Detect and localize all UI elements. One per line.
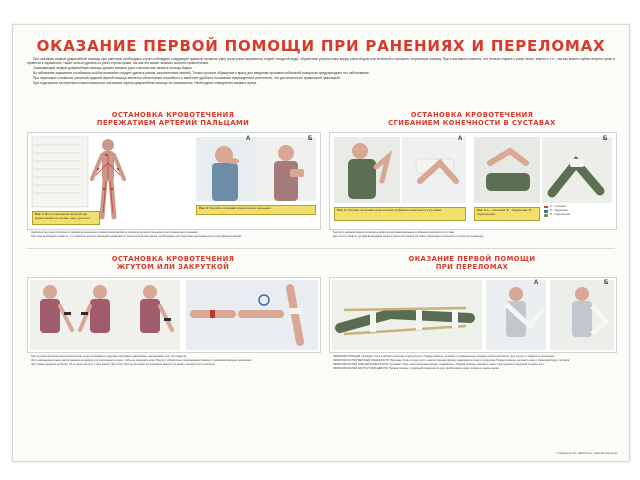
fractures-illustration — [330, 278, 616, 352]
text-paragraph: ПЕРЕЛОМ КОСТЕЙ НИЖНЕЙ КОНЕЧНОСТИ. Признаки: боль, неестественная форма, подвижность. Первая помощь: наложить шины с внутренней и наружной стороны ноги. — [333, 362, 545, 366]
figure-caption — [334, 207, 466, 221]
text-paragraph: Жгут накладывают выше места ранения на одежду или подложенную ткань, чтобы не повредить кожу. Под жгут обязательно подкладывают записку с указанием времени наложения. — [31, 358, 252, 362]
section-title-line1: ОСТАНОВКА КРОВОТЕЧЕНИЯ — [111, 255, 235, 263]
publisher-footer: © Издательство «ВИКТА-2», Нижний Новгород — [556, 451, 617, 455]
fractures-figure-panel — [329, 277, 617, 353]
section-title-line2: ПРИ ПЕРЕЛОМАХ — [435, 263, 509, 271]
intro-text — [27, 57, 615, 86]
text-paragraph: При сильном артериальном кровотечении, когда остановка его другими способами невозможна, накладывают жгут или закрутку. — [31, 355, 187, 358]
flexion-text — [329, 231, 615, 239]
label-b: Б — [308, 136, 313, 142]
artery-legend — [544, 205, 570, 218]
label-b: Б — [604, 280, 609, 286]
legend-item: Б – бедренная — [544, 209, 570, 213]
figure-number: Рис. 1 — [35, 212, 44, 216]
figure-caption — [196, 205, 316, 215]
figure-number: Рис. 2 — [199, 206, 208, 210]
intro-paragraph: При переломах и вывихах основной задачей первой помощи является обеспечение спокойного и наиболее удобного положения поврежденной конечности, что достигается ее правильной фиксацией. — [33, 75, 341, 80]
label-a: А — [458, 136, 463, 142]
section-title-tourniquet — [27, 255, 319, 271]
fractures-text — [329, 355, 615, 371]
caption-text: Места пережатия артерий при кровотечении из головы, шеи, рук и ног — [35, 212, 90, 220]
flexion-figure-panel — [329, 132, 617, 230]
text-paragraph: ПЕРЕЛОМ КЛЮЧИЦЫ. Признаки: боль в области ключицы и припухлость. Первая помощь: положить в подмышечную впадину небольшой валик, руку согнуть и подвесить на косынке. — [333, 355, 555, 358]
tourniquet-figure-panel — [27, 277, 321, 353]
section-title-line1: ОСТАНОВКА КРОВОТЕЧЕНИЯ — [410, 111, 534, 119]
text-paragraph: ПЕРЕЛОМ КОСТЕЙ ВЕРХНЕЙ КОНЕЧНОСТИ. Признаки: боль по ходу кости, неестественная форма, подвижность в месте перелома. Первая помощь: наложить шину с фиксацией двух суставов. — [333, 358, 570, 362]
poster-title: ОКАЗАНИЕ ПЕРВОЙ ПОМОЩИ ПРИ РАНЕНИЯХ И ПЕРЕЛОМАХ — [36, 37, 606, 55]
arteries-text — [27, 231, 319, 239]
section-title-line2: ЖГУТОМ ИЛИ ЗАКРУТКОЙ — [116, 263, 230, 271]
section-title-line2: ПЕРЕЖАТИЕМ АРТЕРИЙ ПАЛЬЦАМИ — [96, 119, 250, 127]
legend-item: В – подколенная — [544, 213, 570, 217]
text-paragraph: Наиболее быстрым способом остановки артериального кровотечения является прижатие артерии пальцами к кости выше места ранения. — [31, 231, 199, 234]
figure-number: Рис. 2 — [337, 208, 346, 212]
horizontal-divider — [27, 248, 615, 249]
text-paragraph: При этом необходимо помнить, что прижатие артерии пальцами применяется только на короткое время, необходимое для подготовки наложения жгута или давящей повязки. — [31, 234, 243, 238]
section-title-line2: СГИБАНИЕМ КОНЕЧНОСТИ В СУСТАВАХ — [388, 119, 556, 127]
section-title-arteries — [27, 111, 319, 127]
caption-text: Способы остановки кровотечения сгибанием конечности в суставах — [346, 208, 442, 212]
label-a: А — [534, 280, 539, 286]
text-paragraph: ПЕРЕЛОМ КОСТЕЙ КИСТИ И ПАЛЬЦЕВ РУК. Первая помощь: к ладонной поверхности руки прибинтовать шину, вложив в ладонь валик. — [333, 366, 500, 370]
text-paragraph: Быстро и надежно можно остановить кровотечение максимальным сгибанием конечности в суставе. — [333, 231, 455, 234]
figure-caption — [32, 211, 100, 225]
intro-paragraph: Оказывающий первую доврачебную помощь должен вымыть руки с мылом или смазать пальцы йодом. — [33, 66, 193, 71]
tourniquet-text — [27, 355, 319, 367]
figure-caption — [474, 207, 540, 221]
legend-item: А – плечевая — [544, 205, 570, 209]
intro-paragraph: При оказании первой доврачебной помощи при ранениях необходимо строго соблюдать следующие правила: промыть рану (если рана загрязнена) струей холодной воды, обработать участок кожи вокруг раны йодом или зеленкой и наложить стерильную повязку. При этом важно помнить, что нельзя стирать с раны песок, землю и т. п., так как можно глубже втереть грязь и привести к заражению, также нельзя удалять из раны сгустки крови, так как это может вызвать сильное кровотечение. — [27, 57, 615, 66]
caption-text: А – плечевая; Б – бедренная; В – подколенная — [477, 208, 534, 216]
caption-text: Способы остановки кровотечения пальцами — [208, 206, 271, 210]
arteries-figure-panel — [27, 132, 321, 230]
section-title-line1: ОКАЗАНИЕ ПЕРВОЙ ПОМОЩИ — [408, 255, 536, 263]
label-a: А — [246, 136, 251, 142]
intro-paragraph: При подозрении на перелом позвоночника или основания черепа доврачебная помощь не оказывается. Необходимо немедленно вызвать врача. — [33, 80, 258, 85]
text-paragraph: Для этого в область сустава вкладывают валик из ваты или свернутой ткани и фиксируют конечность в согнутом положении. — [333, 234, 485, 238]
label-b: Б — [603, 136, 608, 142]
figure-number: Рис. 3 — [477, 208, 486, 212]
tourniquet-illustration — [28, 278, 320, 352]
section-title-line1: ОСТАНОВКА КРОВОТЕЧЕНИЯ — [111, 111, 235, 119]
text-paragraph: Жгут можно держать не более 1,5–2 часов летом и 1 часа зимой. При отсутствии жгута можно использовать закрутку из ремня, косынки или полотенца. — [31, 362, 215, 366]
intro-paragraph: Во избежание заражения столбняком особое внимание следует уделять ранам, загрязненным землей. Только срочное обращение к врачу для введения противостолбнячной сыворотки предупреждает его заболевание. — [33, 71, 370, 76]
section-title-fractures — [329, 255, 615, 271]
section-title-flexion — [329, 111, 615, 127]
first-aid-poster — [12, 24, 630, 462]
